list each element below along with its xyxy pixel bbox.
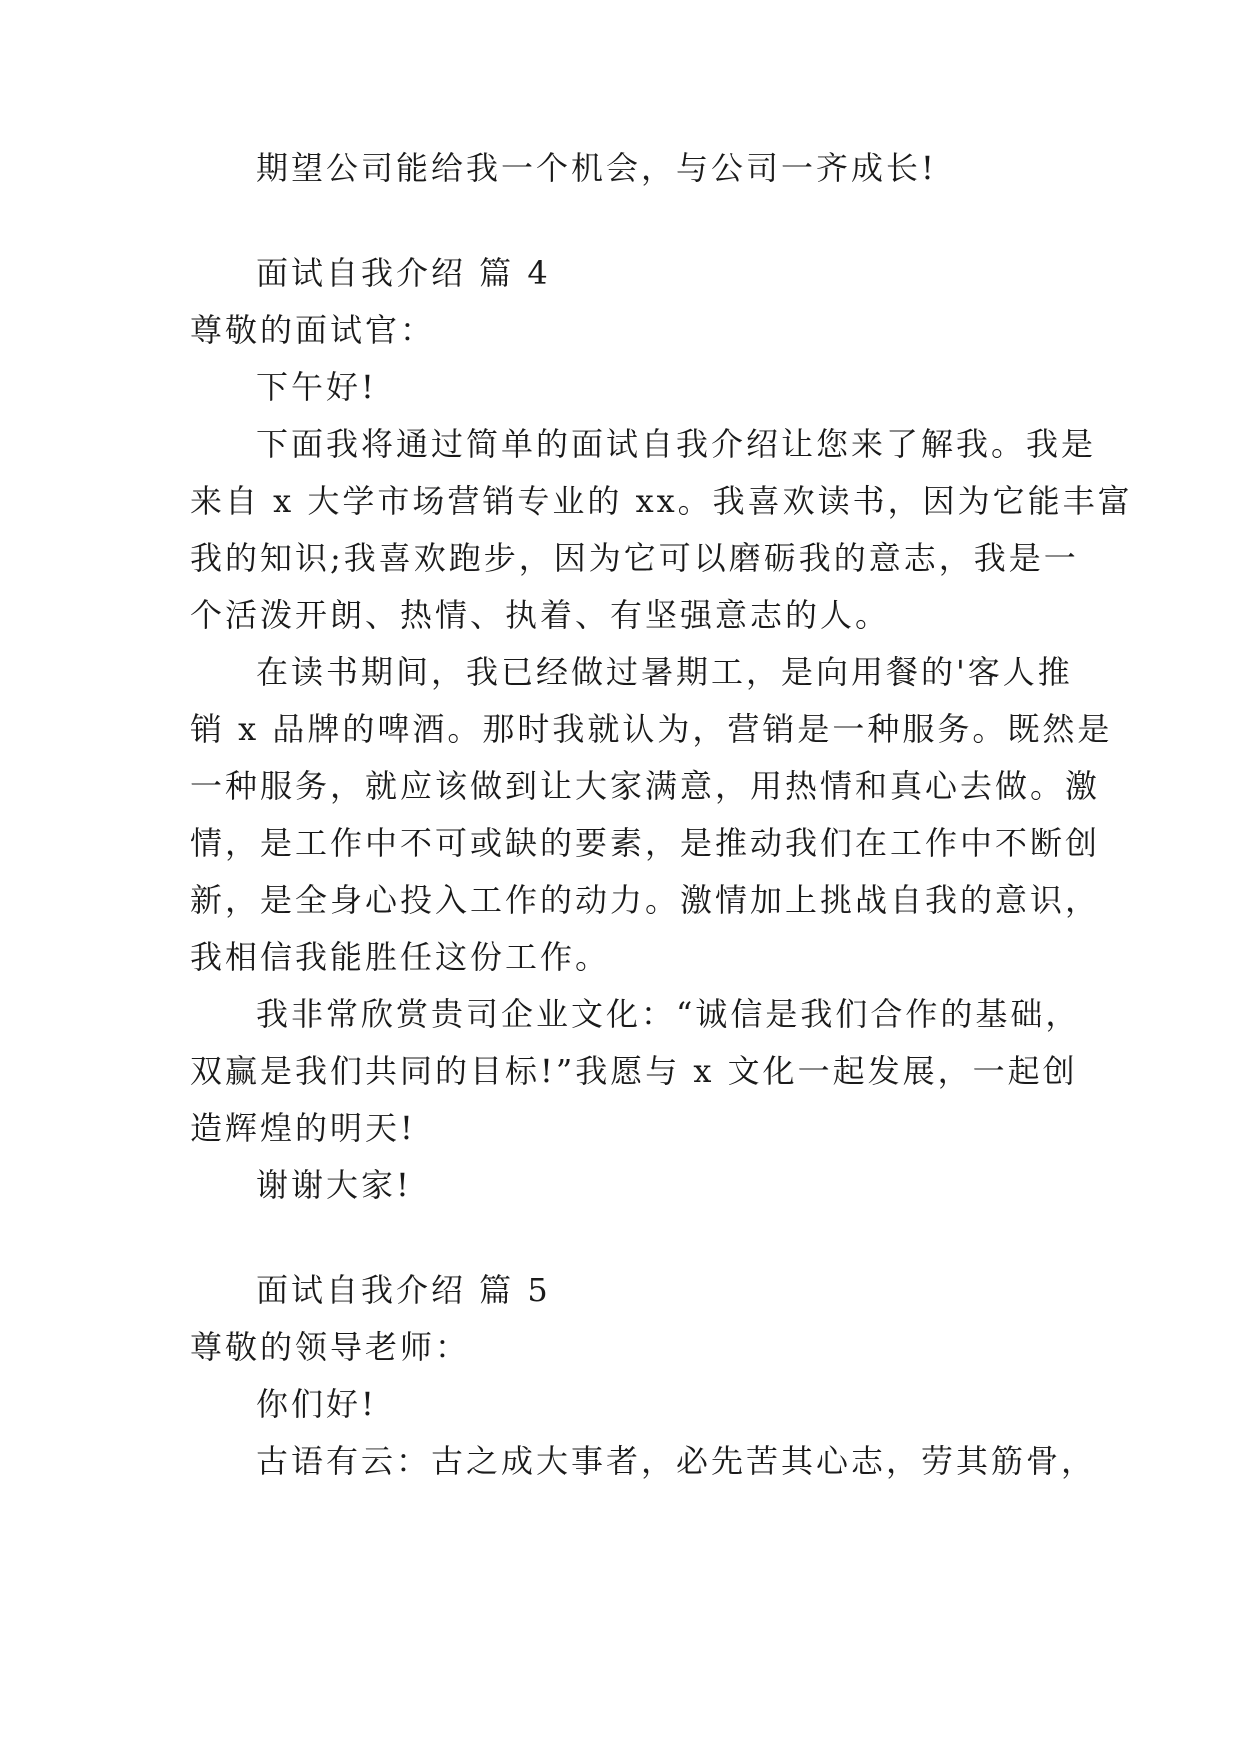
body-line: 下面我将通过简单的面试自我介绍让您来了解我。我是: [256, 425, 1097, 463]
body-line: 我非常欣赏贵司企业文化：“诚信是我们合作的基础，: [256, 995, 1081, 1033]
body-line: 情，是工作中不可或缺的要素，是推动我们在工作中不断创: [190, 824, 1101, 862]
body-line: 新，是全身心投入工作的动力。激情加上挑战自我的意识，: [190, 881, 1101, 919]
greeting: 你们好!: [256, 1385, 377, 1423]
body-line: 古语有云：古之成大事者，必先苦其心志，劳其筋骨，: [256, 1442, 1097, 1480]
body-line: 我的知识;我喜欢跑步，因为它可以磨砺我的意志，我是一: [190, 539, 1079, 577]
body-line: 一种服务，就应该做到让大家满意，用热情和真心去做。激: [190, 767, 1101, 805]
section-heading-5: 面试自我介绍 篇 5: [256, 1271, 551, 1309]
body-line: 我相信我能胜任这份工作。: [190, 938, 611, 976]
salutation: 尊敬的领导老师：: [190, 1328, 471, 1366]
thanks-line: 谢谢大家!: [256, 1166, 412, 1204]
body-line: 个活泼开朗、热情、执着、有坚强意志的人。: [190, 596, 891, 634]
body-line: 双赢是我们共同的目标!”我愿与 x 文化一起发展，一起创: [190, 1052, 1078, 1090]
greeting: 下午好!: [256, 368, 377, 406]
closing-sentence: 期望公司能给我一个机会，与公司一齐成长!: [256, 149, 937, 187]
salutation: 尊敬的面试官：: [190, 311, 436, 349]
body-line: 销 x 品牌的啤酒。那时我就认为，营销是一种服务。既然是: [190, 710, 1113, 748]
body-line: 在读书期间，我已经做过暑期工，是向用餐的'客人推: [256, 653, 1073, 691]
section-heading-4: 面试自我介绍 篇 4: [256, 254, 551, 292]
body-line: 来自 x 大学市场营销专业的 xx。我喜欢读书，因为它能丰富: [190, 482, 1133, 520]
body-line: 造辉煌的明天!: [190, 1109, 416, 1147]
